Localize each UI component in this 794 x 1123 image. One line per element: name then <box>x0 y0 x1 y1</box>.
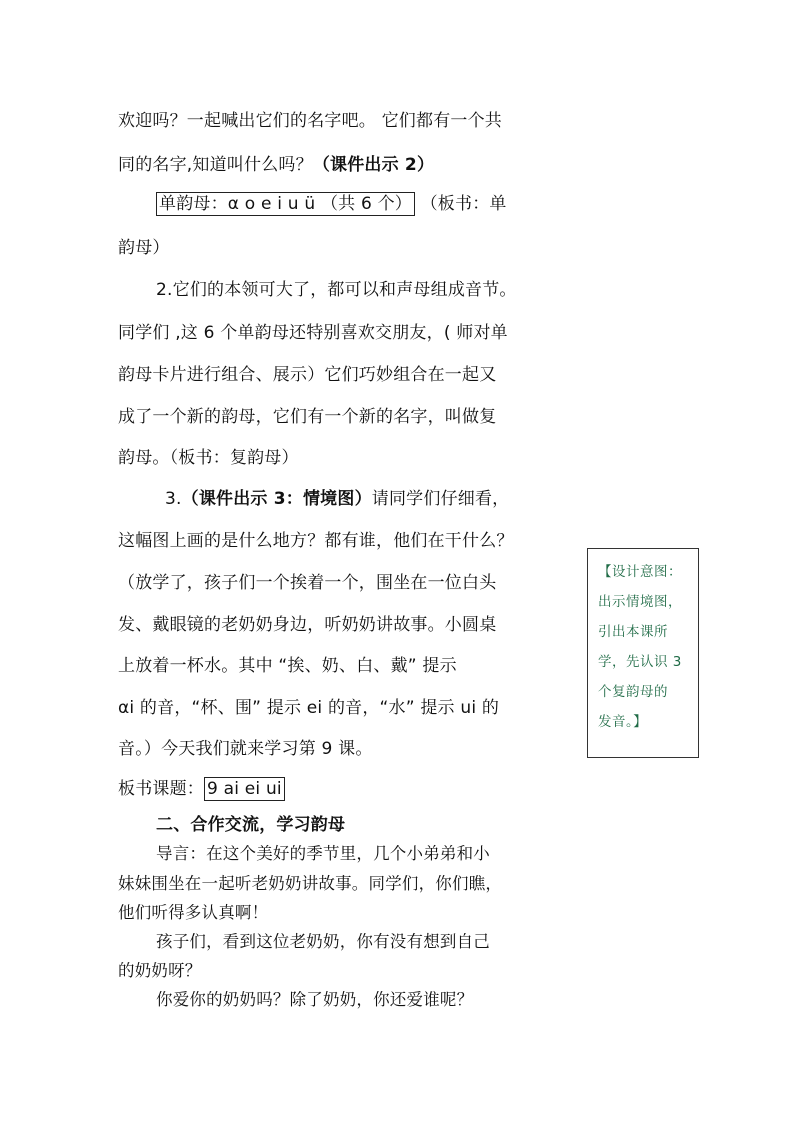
paragraph-line: 上放着一杯水。其中 “挨、奶、白、戴” 提示 <box>118 656 457 676</box>
paragraph-line <box>118 774 285 799</box>
note-line: 出示情境图， <box>598 594 682 610</box>
paragraph-line: 2.它们的本领可大了，都可以和声母组成音节。 <box>156 280 517 300</box>
paragraph-line: 韵母卡片进行组合、展示）它们巧妙组合在一起又 <box>118 365 497 385</box>
paragraph-line: 孩子们，看到这位老奶奶，你有没有想到自己 <box>156 932 490 951</box>
paragraph-line: 导言：在这个美好的季节里，几个小弟弟和小 <box>156 844 490 863</box>
boxed-blackboard-text: 单韵母：α o e i u ü （共 6 个） <box>156 192 415 216</box>
paragraph-line: 的奶奶呀？ <box>118 961 202 980</box>
design-intent-note <box>587 548 699 758</box>
paragraph-line: 同学们 ,这 6 个单韵母还特别喜欢交朋友，( 师对单 <box>118 323 508 343</box>
note-line: 【设计意图： <box>598 564 682 580</box>
paragraph-line: 这幅图上画的是什么地方？都有谁，他们在干什么？ <box>118 531 514 551</box>
text: 板书课题： <box>118 779 204 799</box>
paragraph-line: 成了一个新的韵母，它们有一个新的名字，叫做复 <box>118 407 497 427</box>
courseware-note: （课件出示 2） <box>312 155 435 175</box>
section-heading: 二、合作交流，学习韵母 <box>156 815 346 835</box>
paragraph-line: （放学了，孩子们一个挨着一个，围坐在一位白头 <box>118 573 497 593</box>
paragraph-line: 发、戴眼镜的老奶奶身边，听奶奶讲故事。小圆桌 <box>118 615 497 635</box>
courseware-note: （课件出示 3：情境图） <box>181 489 372 509</box>
boxed-lesson-title: 9 ai ei ui <box>204 777 285 801</box>
paragraph-line: 音。）今天我们就来学习第 9 课。 <box>118 739 373 759</box>
paragraph-line: 韵母） <box>118 238 170 258</box>
text: （板书：单 <box>420 194 507 214</box>
paragraph-line <box>165 484 509 509</box>
text: 请同学们仔细看， <box>371 489 510 509</box>
note-line: 学，先认识 3 <box>598 654 682 670</box>
text: 3. <box>165 489 182 509</box>
paragraph-line <box>156 189 507 214</box>
paragraph-line: αi 的音，“杯、围” 提示 ei 的音，“水” 提示 ui 的 <box>118 698 500 718</box>
note-line: 个复韵母的 <box>598 684 668 700</box>
paragraph-line: 妹妹围坐在一起听老奶奶讲故事。同学们，你们瞧， <box>118 874 503 893</box>
paragraph-line <box>118 150 434 175</box>
text: 同的名字,知道叫什么吗？ <box>118 155 313 175</box>
note-line: 引出本课所 <box>598 624 668 640</box>
paragraph-line: 他们听得多认真啊！ <box>118 903 269 922</box>
paragraph-line: 韵母。（板书：复韵母） <box>118 448 299 468</box>
paragraph-line: 欢迎吗？一起喊出它们的名字吧。 它们都有一个共 <box>118 111 503 131</box>
paragraph-line: 你爱你的奶奶吗？除了奶奶，你还爱谁呢？ <box>156 990 474 1009</box>
note-line: 发音。】 <box>598 714 648 730</box>
